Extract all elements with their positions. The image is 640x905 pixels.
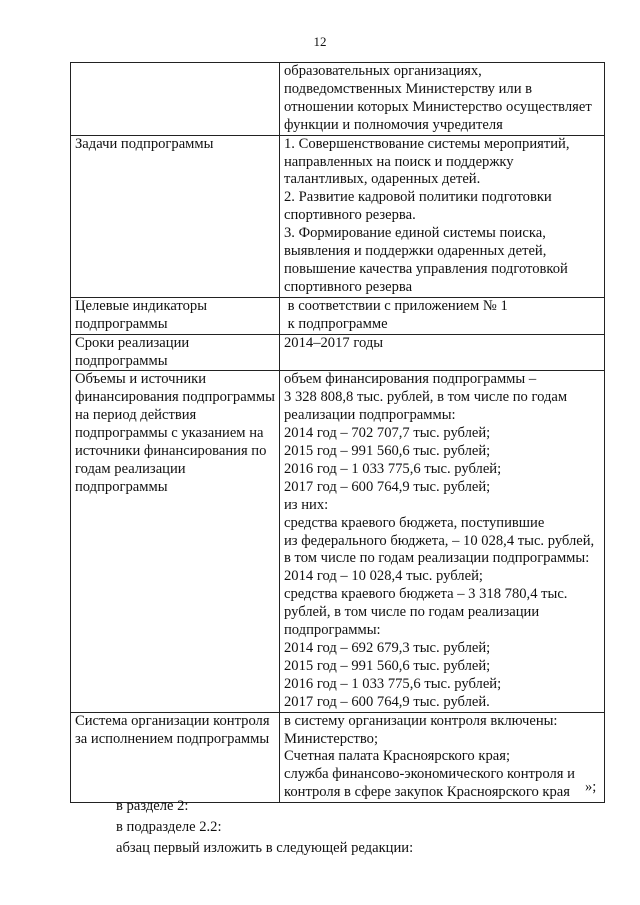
row-content-line: талантливых, одаренных детей. (284, 171, 481, 188)
row-label-line: подпрограммы (75, 478, 168, 495)
row-label-cell (71, 63, 280, 136)
row-content-line: отношении которых Министерство осуществляет (284, 98, 592, 115)
row-label-line: за исполнением подпрограммы (75, 730, 270, 747)
row-content-line: 3. Формирование единой системы поиска, (284, 225, 546, 242)
row-label-line: подпрограммы (75, 352, 168, 369)
row-content-line: Счетная палата Красноярского края; (284, 748, 511, 765)
table-row (71, 712, 605, 803)
row-label-cell (71, 712, 280, 803)
row-label-cell (71, 297, 280, 334)
row-content-line: 2014 год – 702 707,7 тыс. рублей; (284, 425, 491, 442)
row-label-line: Объемы и источники (75, 371, 207, 388)
closing-quote: »; (585, 779, 597, 795)
row-content-line: направленных на поиск и поддержку (284, 153, 514, 170)
row-label-cell (71, 135, 280, 297)
row-content-line: 2. Развитие кадровой политики подготовки (284, 189, 552, 206)
row-label-line: финансирования подпрограммы (75, 389, 275, 406)
row-content-line: 2016 год – 1 033 775,6 тыс. рублей; (284, 460, 502, 477)
row-content-line: средства краевого бюджета – 3 318 780,4 тыс. (284, 586, 568, 603)
row-content-line: повышение качества управления подготовкой (284, 260, 568, 277)
row-content-line: выявления и поддержки одаренных детей, (284, 243, 547, 260)
row-content-line: к подпрограмме (284, 315, 388, 332)
row-content-line: 2014 год – 692 679,3 тыс. рублей; (284, 640, 491, 656)
table-row (71, 371, 605, 712)
row-content-line: 1. Совершенствование системы мероприятий, (284, 135, 570, 152)
row-content-line: подпрограммы: (284, 622, 381, 639)
row-content-line: Министерство; (284, 730, 379, 747)
row-label-cell (71, 371, 280, 712)
row-content-line: подведомственных Министерству или в (284, 80, 533, 97)
table-row (71, 297, 605, 334)
row-label-cell (71, 334, 280, 371)
row-content-line: контроля в сфере закупок Красноярского края (284, 784, 570, 801)
row-content-line: объем финансирования подпрограммы – (284, 371, 537, 388)
row-content-line: 2014 год – 10 028,4 тыс. рублей; (284, 568, 483, 585)
row-content-line: 2017 год – 600 764,9 тыс. рублей; (284, 478, 491, 495)
row-content-cell (280, 297, 605, 334)
instruction-text: абзац первый изложить в следующей редакции: (116, 840, 414, 856)
row-content-line: образовательных организациях, (284, 63, 482, 79)
row-content-line: служба финансово-экономического контроля и (284, 766, 575, 783)
row-label-line: подпрограммы с указанием на (75, 425, 264, 442)
row-label-line: подпрограммы (75, 315, 168, 332)
subsection-reference: в подразделе 2.2: (116, 819, 222, 835)
row-content-cell (280, 63, 605, 136)
row-content-line: в том числе по годам реализации подпрограммы: (284, 550, 590, 567)
subprogram-passport-table (70, 62, 605, 803)
row-content-line: 2015 год – 991 560,6 тыс. рублей; (284, 657, 491, 674)
row-content-line: спортивного резерва. (284, 207, 416, 224)
row-content-line: 2016 год – 1 033 775,6 тыс. рублей; (284, 675, 502, 692)
row-content-line: 3 328 808,8 тыс. рублей, в том числе по годам (284, 389, 568, 406)
row-content-line: из федерального бюджета, – 10 028,4 тыс. рублей, (284, 532, 595, 549)
row-content-cell (280, 334, 605, 371)
row-label-line: источники финансирования по (75, 443, 267, 460)
row-content-line: рублей, в том числе по годам реализации (284, 604, 540, 621)
row-label-line: Система организации контроля (75, 712, 270, 729)
row-label-line: на период действия (75, 407, 197, 424)
row-label-line: Задачи подпрограммы (75, 135, 214, 152)
row-content-line: в соответствии с приложением № 1 (284, 297, 508, 314)
row-content-line: спортивного резерва (284, 278, 413, 295)
table-row (71, 135, 605, 297)
section-reference: в разделе 2: (116, 798, 189, 814)
row-content-line: 2014–2017 годы (284, 334, 384, 351)
row-content-line: в систему организации контроля включены: (284, 712, 558, 729)
table-body (71, 63, 605, 803)
row-label-line: Сроки реализации (75, 334, 190, 351)
row-content-line: средства краевого бюджета, поступившие (284, 514, 545, 531)
table-row (71, 63, 605, 136)
row-label-line: годам реализации (75, 460, 186, 477)
row-content-cell (280, 712, 605, 803)
row-content-cell (280, 135, 605, 297)
row-content-line: из них: (284, 496, 329, 513)
after-table-text (116, 796, 413, 859)
row-content-cell (280, 371, 605, 712)
row-content-line: функции и полномочия учредителя (284, 116, 503, 133)
row-content-line: 2015 год – 991 560,6 тыс. рублей; (284, 443, 491, 460)
row-content-line: 2017 год – 600 764,9 тыс. рублей. (284, 693, 490, 710)
page-number: 12 (313, 34, 327, 49)
row-content-line: реализации подпрограммы: (284, 407, 456, 424)
table-row (71, 334, 605, 371)
row-label-line: Целевые индикаторы (75, 297, 208, 314)
